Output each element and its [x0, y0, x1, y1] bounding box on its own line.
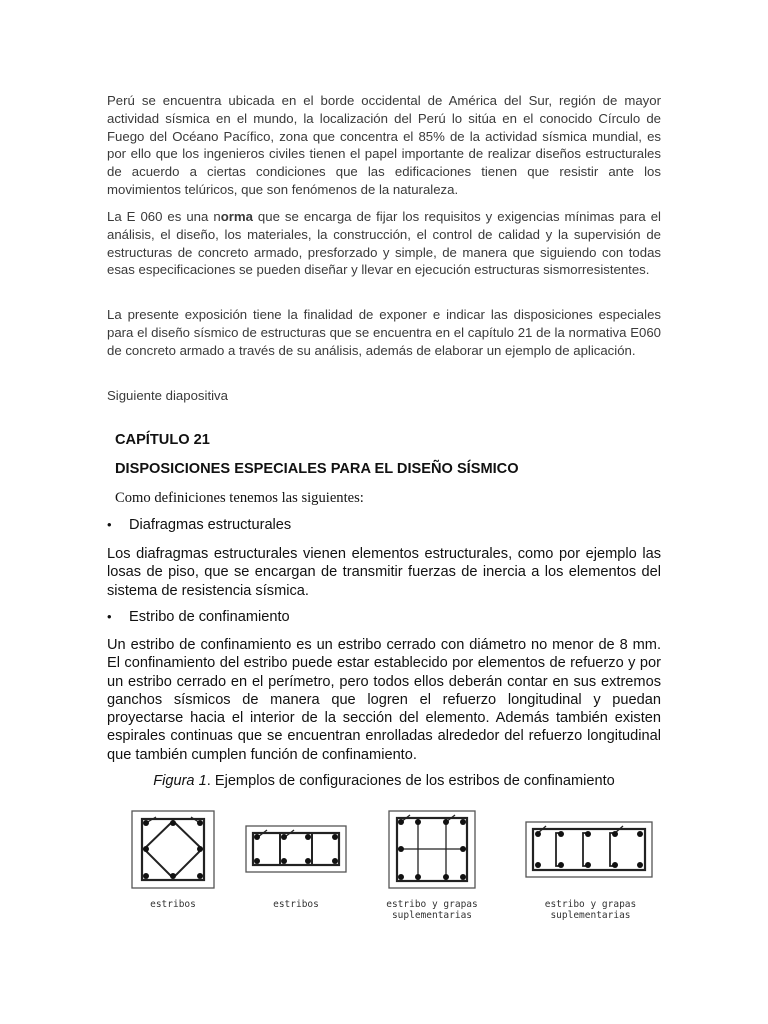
intro-paragraph-2-bold: orma — [220, 209, 253, 224]
intro-paragraph-2-post: que se encarga de fijar los requisitos y exigencias mínimas para el análisis, el diseño, los materiales, la construcción, el control de calidad y la supervisión de estructuras de concreto armado, presforzado y simple, de manera que siguiendo con todas esas especificaciones se pueden diseñar y llevar en ejecución estructuras sismorresistentes. — [107, 209, 661, 278]
definition-term-label: Estribo de confinamiento — [129, 609, 290, 625]
bullet-icon: • — [107, 609, 112, 624]
figure-caption — [0, 773, 768, 789]
chapter-number: CAPÍTULO 21 — [115, 432, 210, 448]
intro-paragraph-3: La presente exposición tiene la finalidad de exponer e indicar las disposiciones especiales para el diseño sísmico de estructuras que se encuentra en el capítulo 21 de la normativa E060 de concreto armado a través de su análisis, además de elaborar un ejemplo de aplicación. — [107, 307, 661, 358]
figure-label-3: estribo y grapas suplementarias — [386, 899, 478, 921]
figure-label-1: estribos — [150, 899, 196, 910]
stirrup-diagram-1 — [132, 811, 214, 888]
figure-caption-text: . Ejemplos de configuraciones de los estribos de confinamiento — [206, 773, 615, 789]
intro-paragraph-4: Siguiente diapositiva — [107, 388, 228, 403]
intro-paragraph-1: Perú se encuentra ubicada en el borde occidental de América del Sur, región de mayor actividad sísmica en el mundo, la localización del Perú lo sitúa en el conocido Círculo de Fuego del Océano Pacífico, zona que concentra el 85% de la actividad sísmica mundial, es por ello que los ingenieros civiles tienen el papel importante de realizar diseños estructurales de acuerdo a ciertas condiciones que las edificaciones tienen que resistir ante los movimientos telúricos, que son fenómenos de la naturaleza. — [107, 93, 661, 197]
definition-term-2 — [107, 609, 290, 625]
definition-text-1: Los diafragmas estructurales vienen elementos estructurales, como por ejemplo las losas de piso, que se encargan de transmitir fuerzas de inercia a los elementos del sistema de resistencia sísmica. — [107, 546, 661, 599]
definition-term-label: Diafragmas estructurales — [129, 517, 292, 533]
figure-label-2: estribos — [273, 899, 319, 910]
intro-paragraph-2-pre: La E 060 es una n — [107, 209, 221, 224]
chapter-title: DISPOSICIONES ESPECIALES PARA EL DISEÑO SÍSMICO — [115, 461, 519, 477]
bullet-icon: • — [107, 517, 112, 532]
stirrup-figure — [128, 806, 658, 936]
stirrup-diagram-4 — [526, 822, 652, 877]
intro-paragraph-2 — [107, 208, 661, 279]
definition-text-2: Un estribo de confinamiento es un estribo cerrado con diámetro no menor de 8 mm. El confinamiento del estribo puede estar establecido por elementos de refuerzo y por un estribo cerrado en el perímetro, pero todos ellos deberán contar en sus extremos ganchos sísmicos de manera que logren el refuerzo longitudinal y puedan proyectarse hacia el interior de la sección del elemento. Además también existen espirales continuas que se encuentran enrolladas alrededor del refuerzo longitudinal que también cumplen función de confinamiento. — [107, 637, 661, 763]
definitions-intro: Como definiciones tenemos las siguientes: — [115, 490, 364, 506]
definition-term-1 — [107, 517, 291, 533]
stirrup-diagram-2 — [246, 826, 346, 872]
figure-caption-label: Figura 1 — [153, 773, 207, 789]
figure-label-4: estribo y grapas suplementarias — [544, 899, 637, 921]
stirrup-diagram-3 — [389, 811, 475, 888]
